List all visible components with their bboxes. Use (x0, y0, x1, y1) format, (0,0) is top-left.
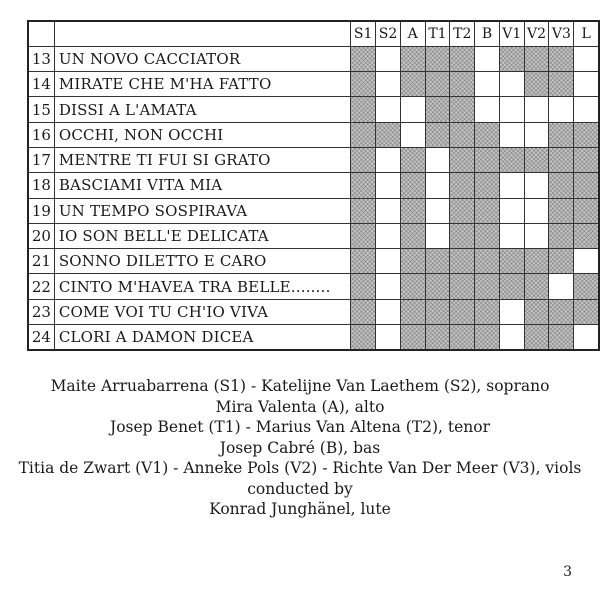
filled-cell-t2 (450, 223, 475, 248)
filled-cell-v3 (549, 223, 574, 248)
filled-cell-t2 (450, 249, 475, 274)
voice-header-b: B (475, 21, 500, 46)
filled-cell-t2 (450, 97, 475, 122)
empty-cell-v1 (499, 173, 524, 198)
filled-cell-l (574, 122, 599, 147)
filled-cell-t2 (450, 46, 475, 71)
filled-cell-t2 (450, 198, 475, 223)
empty-cell-s2 (376, 173, 401, 198)
filled-cell-l (574, 223, 599, 248)
empty-cell-v1 (499, 198, 524, 223)
voice-header-l: L (574, 21, 599, 46)
filled-cell-v3 (549, 122, 574, 147)
track-title: UN TEMPO SOSPIRAVA (54, 198, 350, 223)
table-body (28, 46, 599, 350)
empty-cell-s2 (376, 147, 401, 172)
filled-cell-s1 (351, 299, 376, 324)
empty-cell-t1 (425, 198, 450, 223)
track-number: 14 (28, 72, 54, 97)
table-header-row (28, 21, 599, 46)
empty-cell-t1 (425, 173, 450, 198)
empty-cell-l (574, 97, 599, 122)
table-row (28, 46, 599, 71)
filled-cell-t2 (450, 274, 475, 299)
part-assignment-table (27, 20, 600, 351)
track-title: CLORI A DAMON DICEA (54, 325, 350, 350)
track-number: 21 (28, 249, 54, 274)
track-number: 24 (28, 325, 54, 350)
track-title: CINTO M'HAVEA TRA BELLE........ (54, 274, 350, 299)
empty-cell-b (475, 46, 500, 71)
empty-cell-v1 (499, 299, 524, 324)
filled-cell-t1 (425, 249, 450, 274)
track-number: 18 (28, 173, 54, 198)
empty-cell-v2 (524, 173, 549, 198)
credit-line: Josep Benet (T1) - Marius Van Altena (T2), tenor (109, 418, 491, 436)
empty-cell-v3 (549, 97, 574, 122)
empty-cell-t1 (425, 223, 450, 248)
filled-cell-b (475, 249, 500, 274)
filled-cell-a (400, 249, 425, 274)
filled-cell-a (400, 46, 425, 71)
filled-cell-v1 (499, 274, 524, 299)
filled-cell-v2 (524, 249, 549, 274)
filled-cell-s1 (351, 173, 376, 198)
filled-cell-l (574, 299, 599, 324)
empty-cell-s2 (376, 325, 401, 350)
voice-header-v1: V1 (499, 21, 524, 46)
empty-cell-v1 (499, 223, 524, 248)
empty-cell-s2 (376, 249, 401, 274)
table-row (28, 122, 599, 147)
credit-line: Maite Arruabarrena (S1) - Katelijne Van Laethem (S2), soprano (50, 377, 550, 395)
filled-cell-a (400, 325, 425, 350)
filled-cell-s1 (351, 249, 376, 274)
filled-cell-v1 (499, 147, 524, 172)
table-row (28, 299, 599, 324)
filled-cell-b (475, 299, 500, 324)
empty-cell-s2 (376, 223, 401, 248)
empty-cell-l (574, 249, 599, 274)
empty-cell-b (475, 72, 500, 97)
performer-credits (0, 376, 600, 520)
empty-cell-a (400, 122, 425, 147)
voice-header-a: A (400, 21, 425, 46)
table-row (28, 249, 599, 274)
table-row (28, 223, 599, 248)
filled-cell-v3 (549, 198, 574, 223)
filled-cell-a (400, 72, 425, 97)
filled-cell-t1 (425, 122, 450, 147)
filled-cell-a (400, 299, 425, 324)
empty-cell-v2 (524, 198, 549, 223)
filled-cell-t1 (425, 46, 450, 71)
credit-line: Mira Valenta (A), alto (215, 397, 385, 416)
filled-cell-v3 (549, 147, 574, 172)
filled-cell-v2 (524, 46, 549, 71)
filled-cell-l (574, 274, 599, 299)
title-header (54, 21, 350, 46)
filled-cell-t2 (450, 72, 475, 97)
filled-cell-t2 (450, 147, 475, 172)
number-header (28, 21, 54, 46)
empty-cell-v2 (524, 223, 549, 248)
filled-cell-a (400, 173, 425, 198)
track-title: MIRATE CHE M'HA FATTO (54, 72, 350, 97)
empty-cell-s2 (376, 274, 401, 299)
filled-cell-v2 (524, 299, 549, 324)
credit-line: Titia de Zwart (V1) - Anneke Pols (V2) - Richte Van Der Meer (V3), viols (18, 459, 582, 477)
filled-cell-v3 (549, 46, 574, 71)
table-row (28, 325, 599, 350)
empty-cell-s2 (376, 46, 401, 71)
track-number: 17 (28, 147, 54, 172)
page-number: 3 (563, 564, 572, 580)
filled-cell-l (574, 173, 599, 198)
filled-cell-s1 (351, 97, 376, 122)
track-title: COME VOI TU CH'IO VIVA (54, 299, 350, 324)
table-row (28, 147, 599, 172)
table-row (28, 97, 599, 122)
track-title: DISSI A L'AMATA (54, 97, 350, 122)
filled-cell-v2 (524, 147, 549, 172)
table-row (28, 274, 599, 299)
filled-cell-l (574, 198, 599, 223)
filled-cell-a (400, 274, 425, 299)
empty-cell-v3 (549, 274, 574, 299)
filled-cell-t1 (425, 72, 450, 97)
empty-cell-v2 (524, 97, 549, 122)
filled-cell-a (400, 223, 425, 248)
filled-cell-v1 (499, 46, 524, 71)
voice-header-s2: S2 (376, 21, 401, 46)
filled-cell-t2 (450, 325, 475, 350)
filled-cell-s1 (351, 198, 376, 223)
track-number: 16 (28, 122, 54, 147)
credit-line: Josep Cabré (B), bas (219, 438, 381, 457)
filled-cell-t1 (425, 299, 450, 324)
filled-cell-b (475, 274, 500, 299)
filled-cell-v3 (549, 299, 574, 324)
track-number: 23 (28, 299, 54, 324)
empty-cell-s2 (376, 72, 401, 97)
empty-cell-l (574, 72, 599, 97)
filled-cell-a (400, 198, 425, 223)
track-title: IO SON BELL'E DELICATA (54, 223, 350, 248)
empty-cell-s2 (376, 299, 401, 324)
track-title: UN NOVO CACCIATOR (54, 46, 350, 71)
filled-cell-v3 (549, 72, 574, 97)
filled-cell-t1 (425, 97, 450, 122)
filled-cell-a (400, 147, 425, 172)
filled-cell-l (574, 147, 599, 172)
voice-header-v3: V3 (549, 21, 574, 46)
filled-cell-s1 (351, 223, 376, 248)
empty-cell-v1 (499, 72, 524, 97)
filled-cell-v3 (549, 173, 574, 198)
voice-header-v2: V2 (524, 21, 549, 46)
empty-cell-t1 (425, 147, 450, 172)
filled-cell-b (475, 198, 500, 223)
filled-cell-t1 (425, 274, 450, 299)
credit-line: Konrad Junghänel, lute (209, 500, 391, 518)
credit-line: conducted by (247, 479, 353, 498)
filled-cell-b (475, 147, 500, 172)
empty-cell-s2 (376, 198, 401, 223)
filled-cell-t2 (450, 299, 475, 324)
filled-cell-v3 (549, 249, 574, 274)
empty-cell-l (574, 46, 599, 71)
track-title: BASCIAMI VITA MIA (54, 173, 350, 198)
filled-cell-t1 (425, 325, 450, 350)
filled-cell-s1 (351, 325, 376, 350)
voice-header-t1: T1 (425, 21, 450, 46)
filled-cell-s1 (351, 147, 376, 172)
track-number: 15 (28, 97, 54, 122)
filled-cell-v3 (549, 325, 574, 350)
filled-cell-t2 (450, 173, 475, 198)
filled-cell-v2 (524, 274, 549, 299)
empty-cell-v2 (524, 122, 549, 147)
track-number: 22 (28, 274, 54, 299)
empty-cell-b (475, 97, 500, 122)
empty-cell-v1 (499, 122, 524, 147)
voice-header-s1: S1 (351, 21, 376, 46)
filled-cell-v1 (499, 249, 524, 274)
filled-cell-v2 (524, 72, 549, 97)
filled-cell-s1 (351, 274, 376, 299)
filled-cell-b (475, 325, 500, 350)
empty-cell-l (574, 325, 599, 350)
voice-header-t2: T2 (450, 21, 475, 46)
filled-cell-t2 (450, 122, 475, 147)
track-title: SONNO DILETTO E CARO (54, 249, 350, 274)
table-row (28, 72, 599, 97)
filled-cell-s1 (351, 46, 376, 71)
filled-cell-v2 (524, 325, 549, 350)
filled-cell-b (475, 122, 500, 147)
filled-cell-s1 (351, 72, 376, 97)
track-number: 20 (28, 223, 54, 248)
filled-cell-b (475, 223, 500, 248)
track-number: 13 (28, 46, 54, 71)
empty-cell-s2 (376, 97, 401, 122)
empty-cell-v1 (499, 97, 524, 122)
track-title: OCCHI, NON OCCHI (54, 122, 350, 147)
track-number: 19 (28, 198, 54, 223)
filled-cell-b (475, 173, 500, 198)
table-row (28, 198, 599, 223)
table-row (28, 173, 599, 198)
filled-cell-s2 (376, 122, 401, 147)
track-title: MENTRE TI FUI SI GRATO (54, 147, 350, 172)
filled-cell-s1 (351, 122, 376, 147)
empty-cell-a (400, 97, 425, 122)
empty-cell-v1 (499, 325, 524, 350)
